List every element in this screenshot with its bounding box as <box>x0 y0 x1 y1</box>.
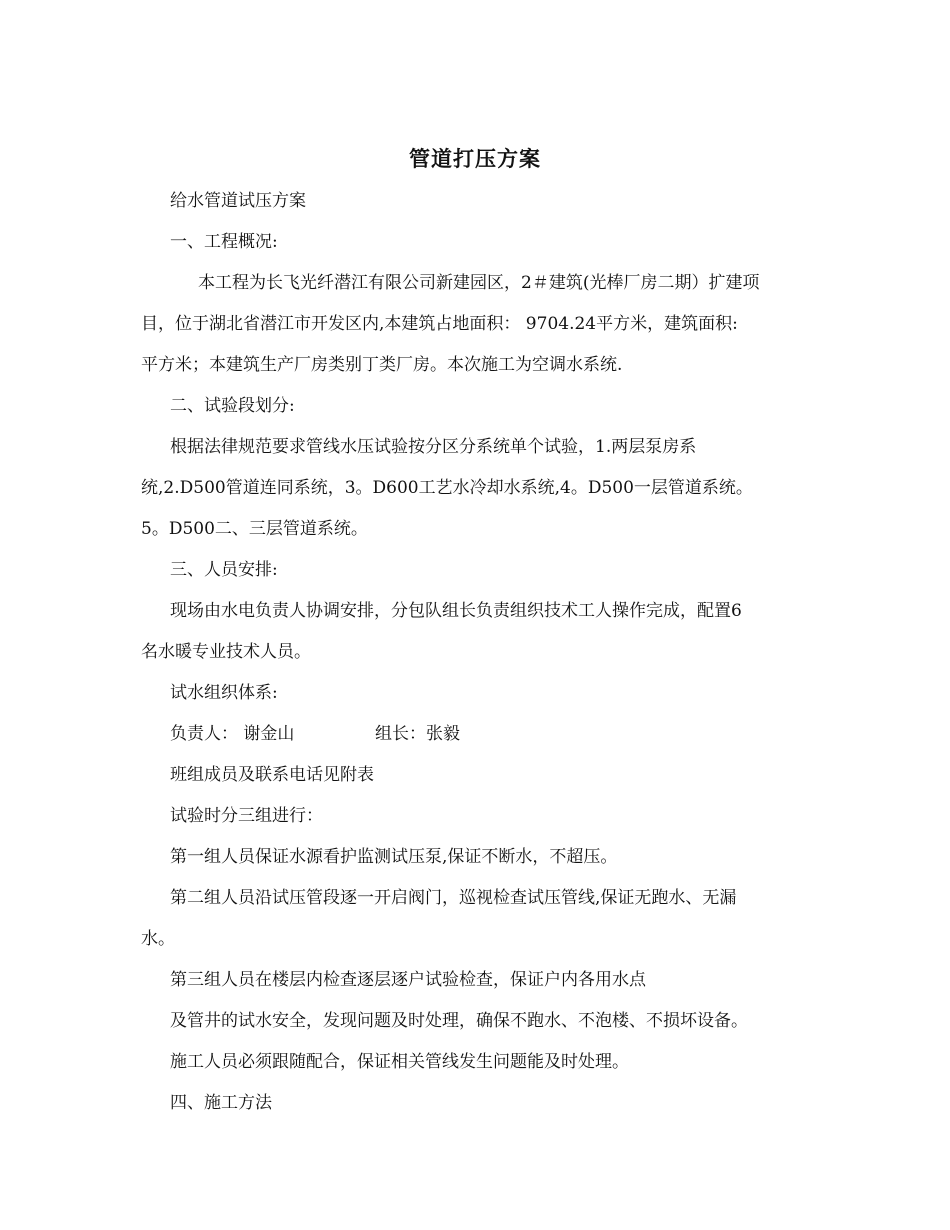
responsible-person: 负责人： 谢金山 <box>170 724 295 744</box>
paragraph-line: 目，位于湖北省潜江市开发区内,本建筑占地面积： 9704.24平方米，建筑面积: <box>141 314 738 334</box>
paragraph-line: 根据法律规范要求管线水压试验按分区分系统单个试验，1.两层泵房系 <box>170 437 697 457</box>
paragraph-line: 平方米；本建筑生产厂房类别丁类厂房。本次施工为空调水系统. <box>141 355 623 375</box>
paragraph-line: 及管井的试水安全，发现问题及时处理，确保不跑水、不泡楼、不损坏设备。 <box>170 1011 748 1031</box>
section-heading-personnel: 三、人员安排: <box>170 560 278 580</box>
paragraph-line: 试验时分三组进行： <box>170 806 323 826</box>
team-leader: 组长：张毅 <box>375 724 460 744</box>
paragraph-line: 第二组人员沿试压管段逐一开启阀门，巡视检查试压管线,保证无跑水、无漏 <box>170 888 737 908</box>
paragraph-line: 名水暖专业技术人员。 <box>141 642 311 662</box>
paragraph-line: 试水组织体系: <box>170 683 278 703</box>
paragraph-line: 班组成员及联系电话见附表 <box>170 765 374 785</box>
paragraph-line: 水。 <box>141 929 175 949</box>
paragraph-line: 本工程为长飞光纤潜江有限公司新建园区，2＃建筑(光棒厂房二期）扩建项 <box>198 273 760 293</box>
paragraph-line: 现场由水电负责人协调安排，分包队组长负责组织技术工人操作完成，配置6 <box>170 601 742 621</box>
section-heading-overview: 一、工程概况: <box>170 232 278 252</box>
paragraph-line: 5。D500二、三层管道系统。 <box>141 519 368 539</box>
paragraph-line: 统,2.D500管道连同系统，3。D600工艺水冷却水系统,4。D500一层管道系统。 <box>141 478 753 498</box>
document-title: 管道打压方案 <box>409 146 541 171</box>
paragraph-line: 施工人员必须跟随配合，保证相关管线发生问题能及时处理。 <box>170 1052 629 1072</box>
paragraph-line: 第三组人员在楼层内检查逐层逐户试验检查，保证户内各用水点 <box>170 970 646 990</box>
section-heading-water-supply: 给水管道试压方案 <box>170 191 306 211</box>
paragraph-line: 第一组人员保证水源看护监测试压泵,保证不断水，不超压。 <box>170 847 618 867</box>
section-heading-construction-method: 四、施工方法 <box>170 1093 272 1113</box>
section-heading-test-sections: 二、试验段划分: <box>170 396 295 416</box>
